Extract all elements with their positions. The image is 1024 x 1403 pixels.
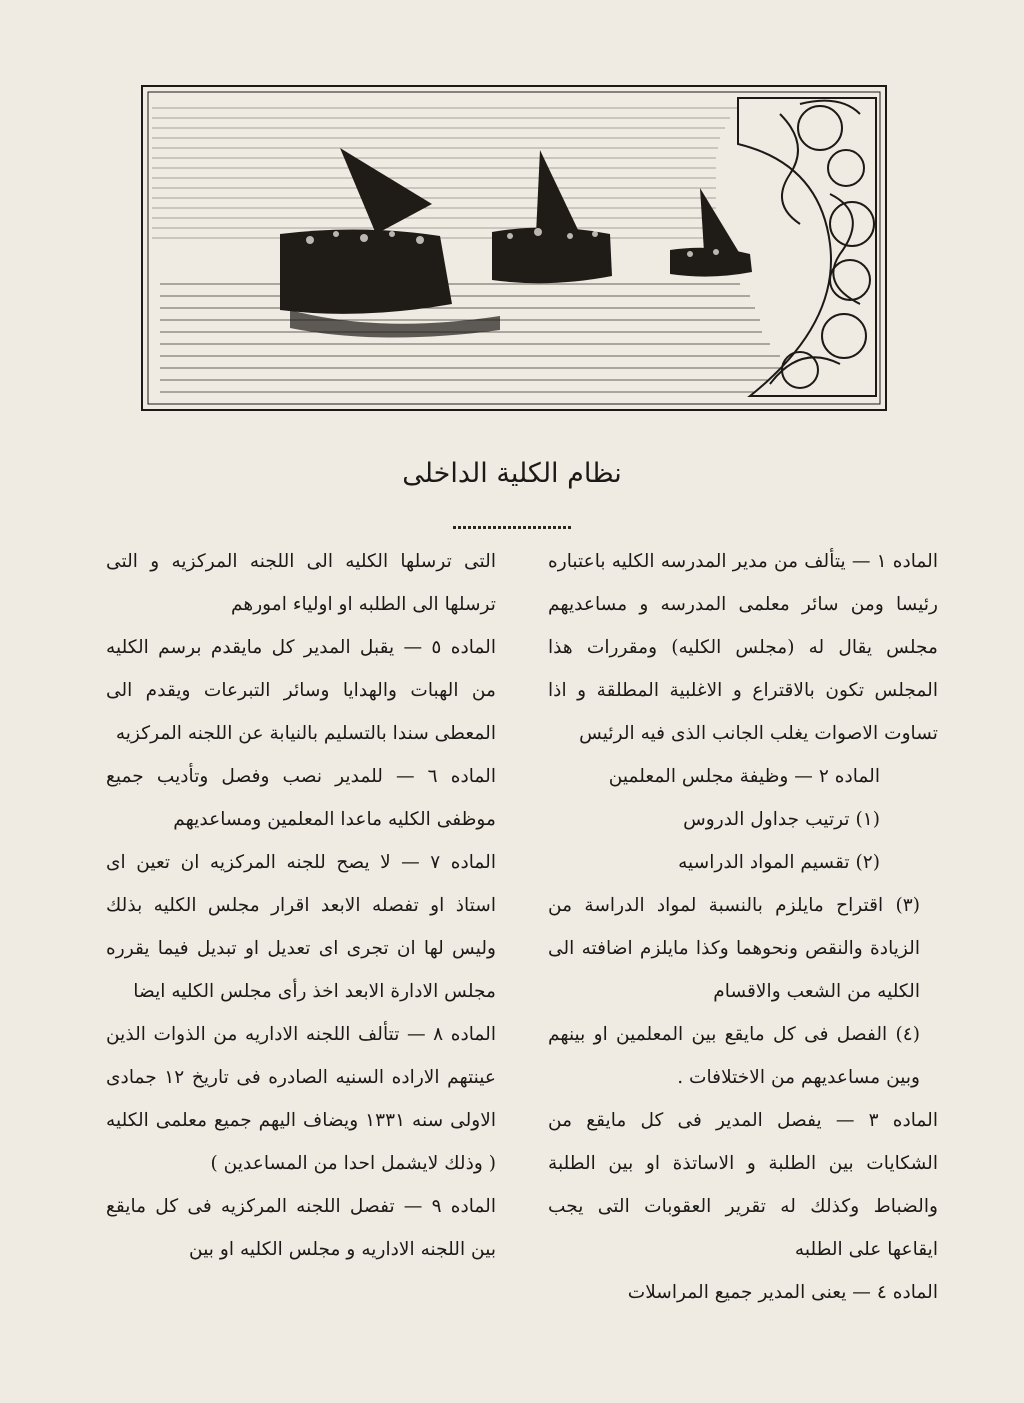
- list-item-3: (٣) اقتراح مايلزم بالنسبة لمواد الدراسة من الزيادة والنقص ونحوهما وكذا مايلزم اضافته الى الكليه من الشعب والاقسام: [548, 895, 920, 1002]
- title-divider: [453, 526, 571, 529]
- page-title: نظام الكلية الداخلى: [402, 458, 622, 489]
- article-8: الماده ٨ — تتألف اللجنه الاداريه من الذوات الذين عينتهم الاراده السنيه الصادره فى تاريخ ١٢ جمادى الاولى سنه ١٣٣١ ويضاف اليهم جميع معلمى الكليه ( وذلك لايشمل احدا من المساعدين ): [106, 1024, 496, 1174]
- article-1: الماده ١ — يتألف من مدير المدرسه الكليه باعتباره رئيسا ومن سائر معلمى المدرسه و مساعديهم مجلس يقال له (مجلس الكليه) ومقررات هذا المجلس تكون بالاقتراع و الاغلبية المطلقة و اذا تساوت الاصوات يغلب الجانب الذى فيه الرئيس: [548, 551, 938, 744]
- article-4: الماده ٤ — يعنى المدير جميع المراسلات: [627, 1282, 938, 1303]
- article-5: الماده ٥ — يقبل المدير كل مايقدم برسم الكليه من الهبات والهدايا وسائر التبرعات ويقدم الى المعطى سندا بالتسليم بالنيابة عن اللجنه المركزيه: [106, 637, 496, 744]
- article-2: الماده ٢ — وظيفة مجلس المعلمين: [608, 766, 880, 787]
- article-6: الماده ٦ — للمدير نصب وفصل وتأديب جميع موظفى الكليه ماعدا المعلمين ومساعديهم: [106, 766, 496, 830]
- left-column: [106, 540, 496, 1360]
- list-item-4: (٤) الفصل فى كل مايقع بين المعلمين او بينهم وبين مساعديهم من الاختلافات .: [548, 1024, 920, 1088]
- list-item-1: (١) ترتيب جداول الدروس: [683, 809, 880, 830]
- right-column: [548, 540, 938, 1360]
- article-3: الماده ٣ — يفصل المدير فى كل مايقع من الشكايات بين الطلبة و الاساتذة او بين الطلبة والضباط وكذلك له تقرير العقوبات التى يجب ايقاعها على الطلبه: [548, 1110, 938, 1260]
- article-7: الماده ٧ — لا يصح للجنه المركزيه ان تعين اى استاذ او تفصله الابعد اقرار مجلس الكليه بذلك وليس لها ان تجرى اى تعديل او تبديل فيما يقرره مجلس الادارة الابعد اخذ رأى مجلس الكليه ايضا: [106, 852, 496, 1002]
- article-9: الماده ٩ — تفصل اللجنه المركزيه فى كل مايقع بين اللجنه الاداريه و مجلس الكليه او بين: [106, 1196, 496, 1260]
- engraving-illustration: [140, 84, 892, 414]
- list-item-2: (٢) تقسيم المواد الدراسيه: [678, 852, 880, 873]
- article-4-continued: التى ترسلها الكليه الى اللجنه المركزيه و التى ترسلها الى الطلبه او اولياء امورهم: [106, 551, 496, 615]
